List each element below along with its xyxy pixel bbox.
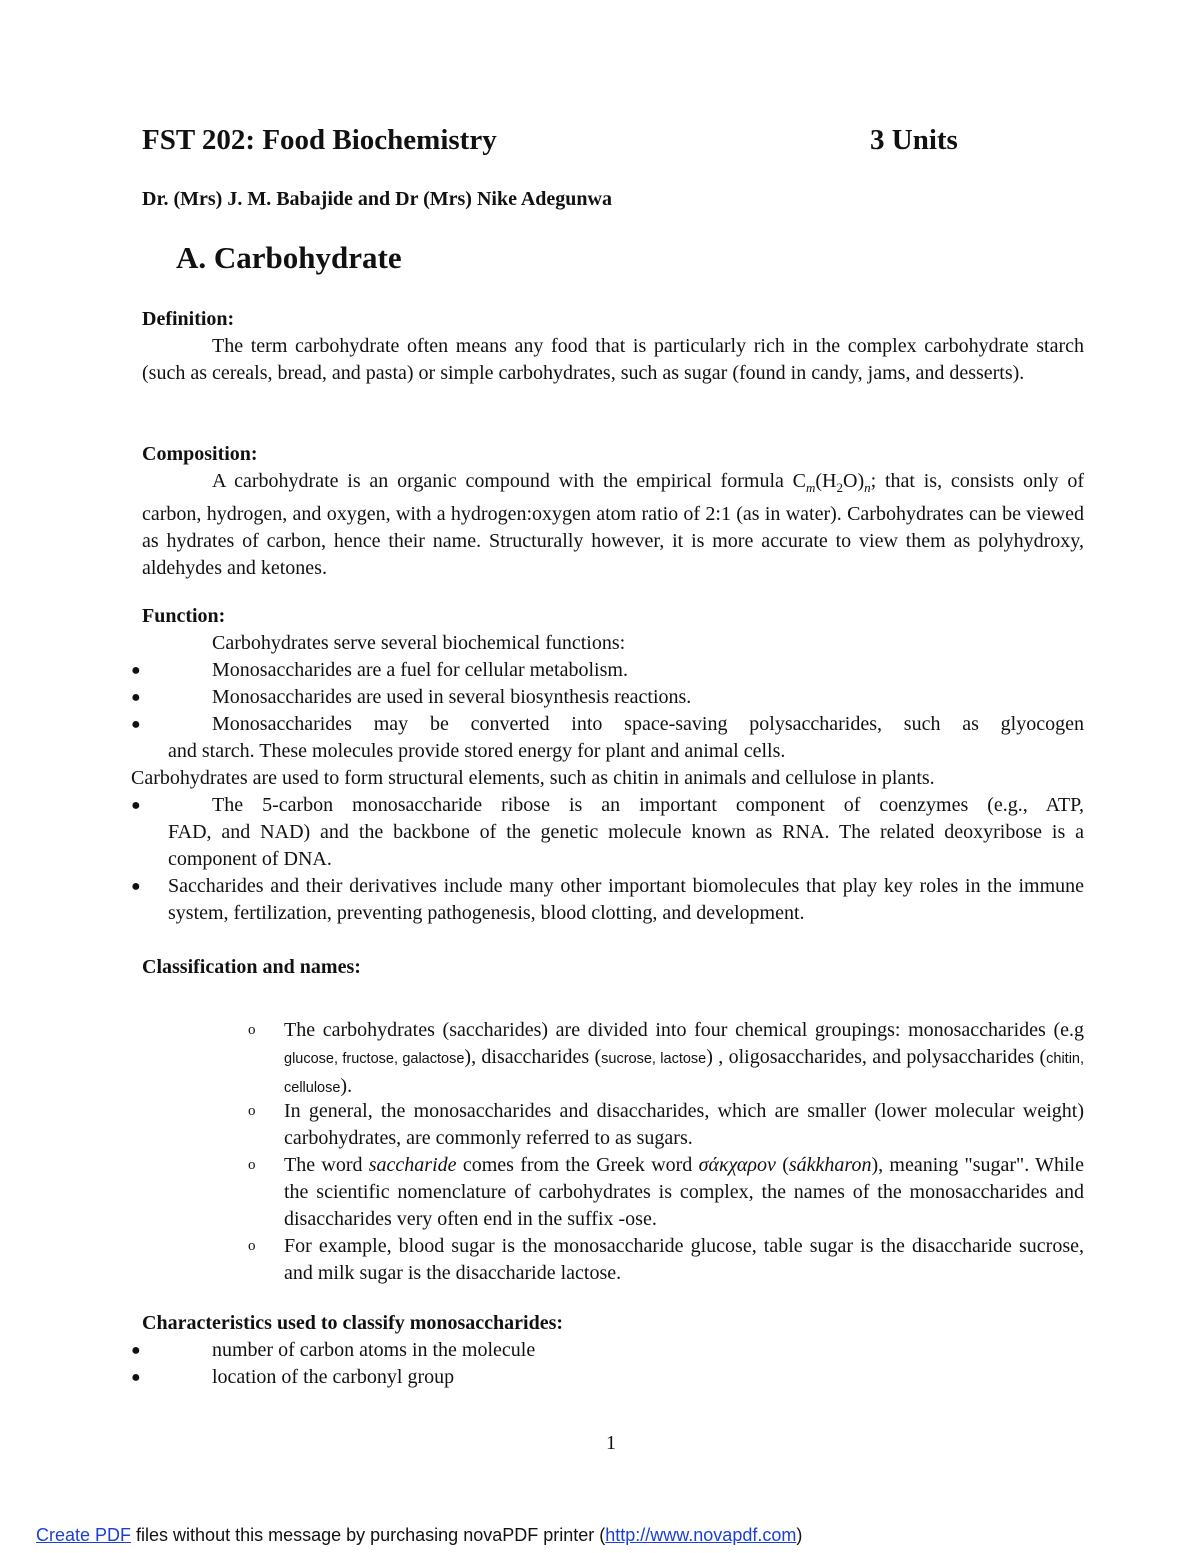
item-text: The carbohydrates (saccharides) are divided into four chemical groupings: monosaccharides (e.g xyxy=(284,1019,1084,1041)
footer-text: files without this message by purchasing novaPDF printer ( xyxy=(131,1525,606,1545)
item-text: comes from the Greek word xyxy=(456,1154,699,1176)
bullet-icon: ● xyxy=(131,797,141,814)
definition-paragraph xyxy=(142,333,1084,387)
function-bullet-3: Monosaccharides may be converted into space-saving polysaccharides, such as glyocogen xyxy=(212,713,1084,735)
function-bullet-3-cont: and starch. These molecules provide stored energy for plant and animal cells. xyxy=(168,740,786,762)
novapdf-footer xyxy=(36,1525,802,1546)
section-title: A. Carbohydrate xyxy=(176,240,402,275)
bullet-icon: ● xyxy=(131,662,141,679)
function-intro: Carbohydrates serve several biochemical functions: xyxy=(212,632,626,654)
transliteration: sákkharon xyxy=(788,1154,872,1176)
formula-part: (H xyxy=(815,470,837,492)
circle-bullet-icon: o xyxy=(248,1022,256,1038)
circle-bullet-icon: o xyxy=(248,1103,256,1119)
page-number: 1 xyxy=(606,1432,616,1454)
characteristics-heading: Characteristics used to classify monosaccharides: xyxy=(142,1312,564,1334)
classification-item-4: For example, blood sugar is the monosaccharide glucose, table sugar is the disaccharide sucrose, and milk sugar is the disaccharide lactose. xyxy=(284,1235,1084,1284)
classification-heading: Classification and names: xyxy=(142,956,361,978)
function-bullet-2: Monosaccharides are used in several biosynthesis reactions. xyxy=(212,686,692,708)
circle-bullet-icon: o xyxy=(248,1157,256,1173)
bullet-icon: ● xyxy=(131,716,141,733)
item-text: The word xyxy=(284,1154,369,1176)
bullet-icon: ● xyxy=(131,689,141,706)
formula-sub-n: n xyxy=(864,480,871,495)
classification-item-1 xyxy=(284,1017,1084,1102)
formula-part: O) xyxy=(843,470,865,492)
item-text: ( xyxy=(775,1154,789,1176)
circle-bullet-icon: o xyxy=(248,1238,256,1254)
classification-item-3 xyxy=(284,1152,1084,1233)
item-text: ), meaning "sugar". While the scientific nomenclature of carbohydrates is complex, the names of the monosaccharides and disaccharides very often end in the suffix -ose. xyxy=(284,1154,1084,1230)
example-polysaccharides: chitin, cellulose xyxy=(284,1051,1085,1096)
composition-text: A carbohydrate is an organic compound with the empirical formula C xyxy=(212,470,806,492)
definition-text: The term carbohydrate often means any food that is particularly rich in the complex carbohydrate starch (such as cereals, bread, and pasta) or simple carbohydrates, such as sugar (found in candy, jams, and desserts). xyxy=(142,335,1084,384)
course-units: 3 Units xyxy=(870,124,958,156)
bullet-icon: ● xyxy=(131,1342,141,1359)
composition-text-rest: ; that is, consists only of carbon, hydrogen, and oxygen, with a hydrogen:oxygen atom ratio of 2:1 (as in water). Carbohydrates can be viewed as hydrates of carbon, hence their name. Structurally however, it is more accurate to view them as polyhydroxy, aldehydes and ketones. xyxy=(142,470,1084,579)
greek-word: σάκχαρον xyxy=(698,1154,776,1176)
example-disaccharides: sucrose, lactose xyxy=(601,1051,707,1067)
example-monosaccharides: glucose, fructose, galactose xyxy=(284,1051,465,1067)
classification-item-2: In general, the monosaccharides and disaccharides, which are smaller (lower molecular weight) carbohydrates, are commonly referred to as sugars. xyxy=(284,1100,1084,1149)
novapdf-url-link[interactable]: http://www.novapdf.com xyxy=(605,1525,797,1545)
characteristics-bullet-1: number of carbon atoms in the molecule xyxy=(212,1339,536,1361)
item-text: ). xyxy=(340,1075,353,1097)
authors: Dr. (Mrs) J. M. Babajide and Dr (Mrs) Nike Adegunwa xyxy=(142,188,612,210)
function-structural-line: Carbohydrates are used to form structural elements, such as chitin in animals and cellulose in plants. xyxy=(131,767,935,789)
course-title: FST 202: Food Biochemistry xyxy=(142,124,497,156)
bullet-icon: ● xyxy=(131,878,141,895)
composition-paragraph xyxy=(142,468,1084,582)
function-bullet-4: The 5-carbon monosaccharide ribose is an important component of coenzymes (e.g., ATP, xyxy=(212,794,1084,816)
function-bullet-1: Monosaccharides are a fuel for cellular metabolism. xyxy=(212,659,628,681)
function-heading: Function: xyxy=(142,605,226,627)
definition-heading: Definition: xyxy=(142,308,235,330)
formula-sub-m: m xyxy=(806,480,816,495)
bullet-icon: ● xyxy=(131,1369,141,1386)
item-text: ), disaccharides ( xyxy=(464,1046,602,1068)
item-text: ) , oligosaccharides, and polysaccharides ( xyxy=(706,1046,1047,1068)
footer-text-end: ) xyxy=(796,1525,803,1545)
composition-heading: Composition: xyxy=(142,443,258,465)
characteristics-bullet-2: location of the carbonyl group xyxy=(212,1366,455,1388)
formula-sub-2: 2 xyxy=(836,480,843,495)
term-saccharide: saccharide xyxy=(368,1154,457,1176)
create-pdf-link[interactable]: Create PDF xyxy=(36,1525,132,1545)
function-bullet-4-cont: FAD, and NAD) and the backbone of the genetic molecule known as RNA. The related deoxyribose is a component of DNA. xyxy=(168,821,1084,870)
function-bullet-5: Saccharides and their derivatives include many other important biomolecules that play key roles in the immune system, fertilization, preventing pathogenesis, blood clotting, and development. xyxy=(168,875,1084,924)
